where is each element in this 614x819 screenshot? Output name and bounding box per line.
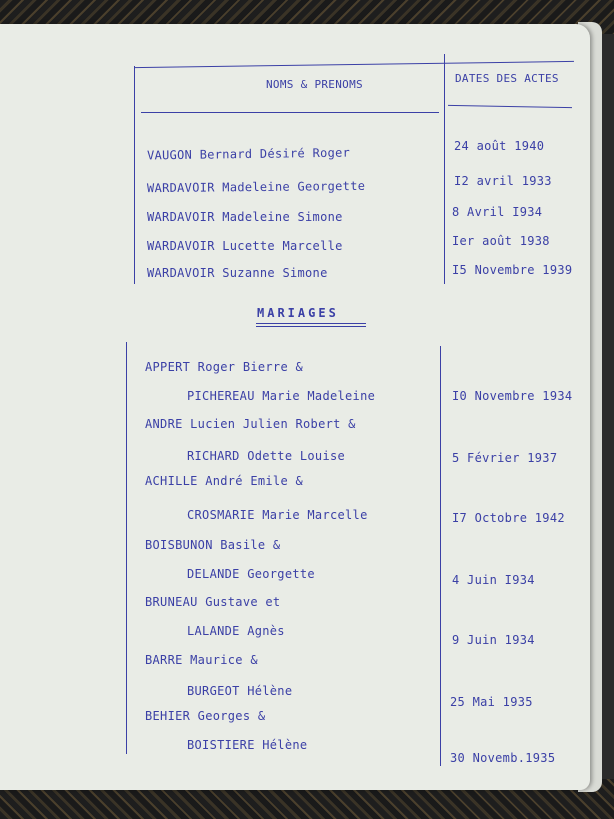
birth-name: WARDAVOIR Suzanne Simone bbox=[147, 266, 328, 280]
marriage-line2: PICHEREAU Marie Madeleine bbox=[187, 389, 376, 403]
section-title: MARIAGES bbox=[257, 306, 339, 320]
birth-date: I2 avril 1933 bbox=[454, 174, 552, 188]
header-names-col: NOMS & PRENOMS bbox=[266, 78, 363, 91]
birth-name: WARDAVOIR Madeleine Simone bbox=[147, 210, 343, 224]
marriage-date: 9 Juin 1934 bbox=[452, 633, 535, 647]
marriage-line1: ANDRE Lucien Julien Robert & bbox=[145, 417, 356, 431]
marriage-line2: BOISTIERE Hélène bbox=[187, 738, 308, 752]
marriage-date: 30 Novemb.1935 bbox=[450, 751, 556, 765]
birth-date: 8 Avril I934 bbox=[452, 205, 543, 219]
birth-date: Ier août 1938 bbox=[452, 234, 550, 248]
section-title-underline-1 bbox=[256, 323, 366, 324]
left-vertical-rule-top bbox=[134, 66, 135, 284]
marriage-line1: BRUNEAU Gustave et bbox=[145, 595, 281, 609]
marriage-date: 4 Juin I934 bbox=[452, 573, 535, 587]
marriage-line1: ACHILLE André Emile & bbox=[145, 474, 304, 488]
marriage-line1: BOISBUNON Basile & bbox=[145, 538, 281, 552]
section-title-underline-2 bbox=[256, 326, 366, 327]
birth-date: 24 août 1940 bbox=[454, 139, 545, 153]
left-vertical-rule-bottom bbox=[126, 342, 127, 754]
birth-name: WARDAVOIR Madeleine Georgette bbox=[146, 178, 366, 196]
header-dates-col: DATES DES ACTES bbox=[455, 72, 559, 85]
middle-vertical-rule-bottom bbox=[440, 346, 441, 766]
header-rule-names bbox=[141, 112, 439, 113]
marriage-line1: APPERT Roger Bierre & bbox=[145, 360, 304, 374]
top-rule bbox=[134, 61, 574, 68]
marriage-line2: LALANDE Agnès bbox=[187, 624, 285, 638]
marriage-line2: DELANDE Georgette bbox=[187, 567, 315, 581]
marriage-line1: BEHIER Georges & bbox=[145, 709, 266, 723]
marriage-date: 25 Mai 1935 bbox=[450, 695, 533, 709]
middle-vertical-rule-top bbox=[444, 54, 445, 284]
marriage-date: I0 Novembre 1934 bbox=[452, 389, 573, 403]
header-rule-dates bbox=[448, 105, 572, 108]
marriage-line1: BARRE Maurice & bbox=[145, 653, 258, 667]
marriage-line2: RICHARD Odette Louise bbox=[187, 449, 346, 463]
marriage-line2: BURGEOT Hélène bbox=[187, 684, 293, 698]
marriage-date: 5 Février 1937 bbox=[452, 451, 558, 465]
marriage-line2: CROSMARIE Marie Marcelle bbox=[187, 508, 368, 522]
birth-date: I5 Novembre 1939 bbox=[452, 263, 573, 277]
birth-name: WARDAVOIR Lucette Marcelle bbox=[147, 239, 343, 253]
register-page bbox=[0, 24, 590, 790]
birth-name: VAUGON Bernard Désiré Roger bbox=[146, 145, 351, 163]
marriage-date: I7 Octobre 1942 bbox=[452, 511, 565, 525]
